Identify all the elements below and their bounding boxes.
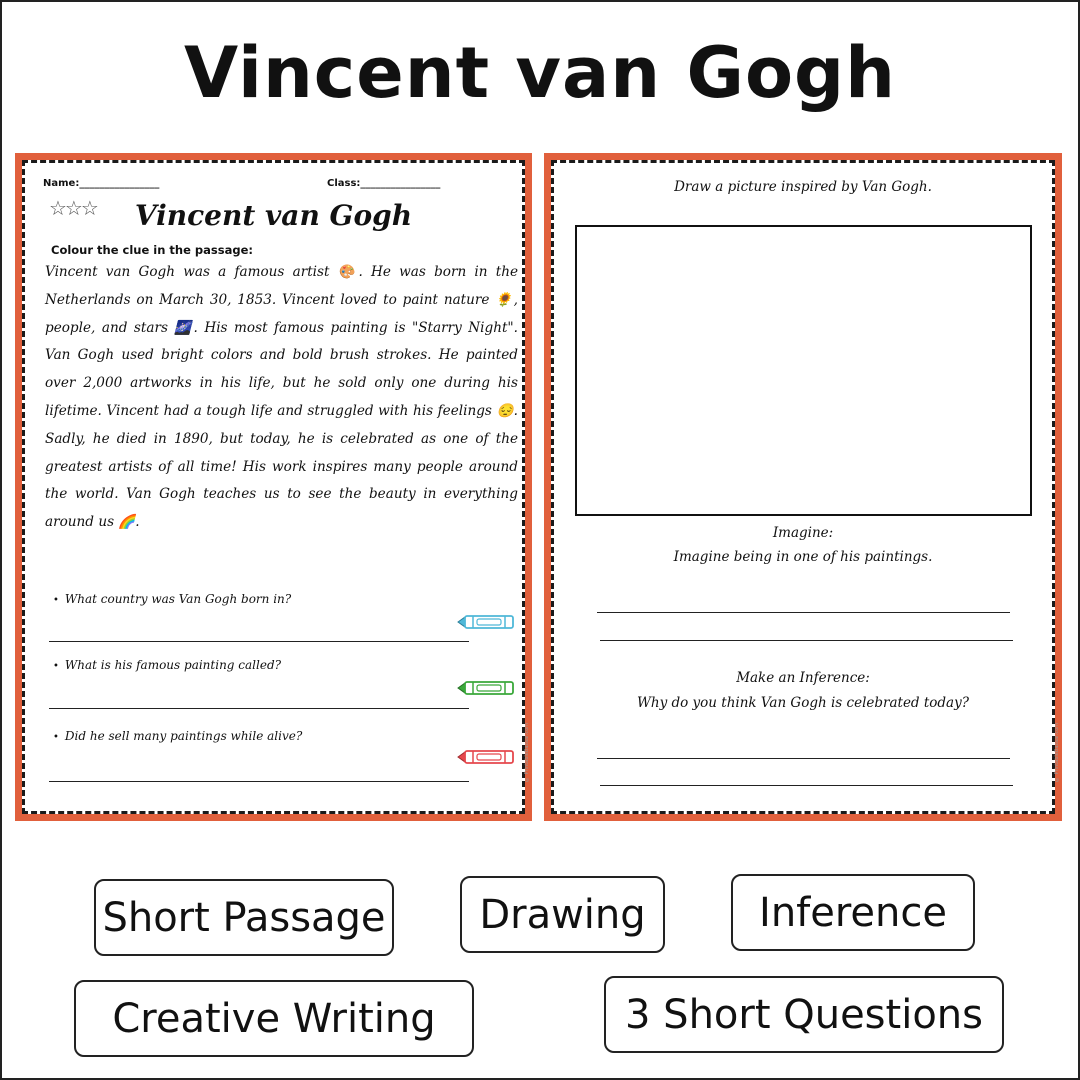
imagine-prompt: Imagine being in one of his paintings. [673, 549, 933, 565]
inference-prompt: Why do you think Van Gogh is celebrated today? [637, 695, 969, 711]
worksheet-passage-preview [15, 153, 532, 821]
drawing-box[interactable] [575, 225, 1032, 516]
question-item: • Did he sell many paintings while alive? [53, 729, 303, 743]
answer-line[interactable] [600, 785, 1013, 786]
rating-stars-icon: ☆☆☆ [49, 196, 97, 220]
question-text: What country was Van Gogh born in? [64, 592, 292, 606]
worksheet-activity-preview [544, 153, 1062, 821]
question-text: Did he sell many paintings while alive? [64, 729, 303, 743]
page-title: Vincent van Gogh [184, 32, 896, 114]
answer-line[interactable] [597, 612, 1010, 613]
tag-drawing: Drawing [460, 876, 665, 953]
copyright-note: © PrintableBazaar.com [524, 723, 530, 782]
reading-passage: Vincent van Gogh was a famous artist 🎨. He was born in the Netherlands on March 30, 1853. Vincent loved to paint nature 🌻, people, and stars 🌌. His most famous painting is "Starry Night". Van Gogh used bright colors and bold brush strokes. He painted over 2,000 artworks in his life, but he sold only one during his lifetime. Vincent had a tough life and struggled with his feelings 😔. Sadly, he died in 1890, but today, he is celebrated as one of the greatest artists of all time! His work inspires many people around the world. Van Gogh teaches us to see the beauty in everything around us 🌈. [45, 264, 518, 531]
worksheet-activity-page [551, 160, 1060, 814]
draw-prompt: Draw a picture inspired by Van Gogh. [674, 179, 932, 195]
crayon-blue-icon [457, 614, 515, 630]
question-item: • What country was Van Gogh born in? [53, 592, 292, 606]
tag-three-short-questions: 3 Short Questions [604, 976, 1004, 1053]
answer-line[interactable] [597, 758, 1010, 759]
question-item: • What is his famous painting called? [53, 658, 282, 672]
tag-creative-writing: Creative Writing [74, 980, 474, 1057]
answer-line[interactable] [49, 641, 469, 642]
tag-short-passage: Short Passage [94, 879, 394, 956]
worksheet-passage-page [22, 160, 530, 814]
crayon-green-icon [457, 680, 515, 696]
copyright-note: © PrintableBazaar.com [1054, 723, 1060, 782]
crayon-red-icon [457, 749, 515, 765]
answer-line[interactable] [600, 640, 1013, 641]
answer-line[interactable] [49, 781, 469, 782]
worksheet-title: Vincent van Gogh [134, 199, 413, 232]
instruction-text: Colour the clue in the passage: [51, 243, 253, 257]
answer-line[interactable] [49, 708, 469, 709]
imagine-heading: Imagine: [772, 525, 834, 541]
question-text: What is his famous painting called? [64, 658, 282, 672]
inference-heading: Make an Inference: [736, 670, 870, 686]
class-field: Class:________________ [327, 178, 441, 189]
name-field: Name:________________ [43, 178, 160, 189]
tag-inference: Inference [731, 874, 975, 951]
